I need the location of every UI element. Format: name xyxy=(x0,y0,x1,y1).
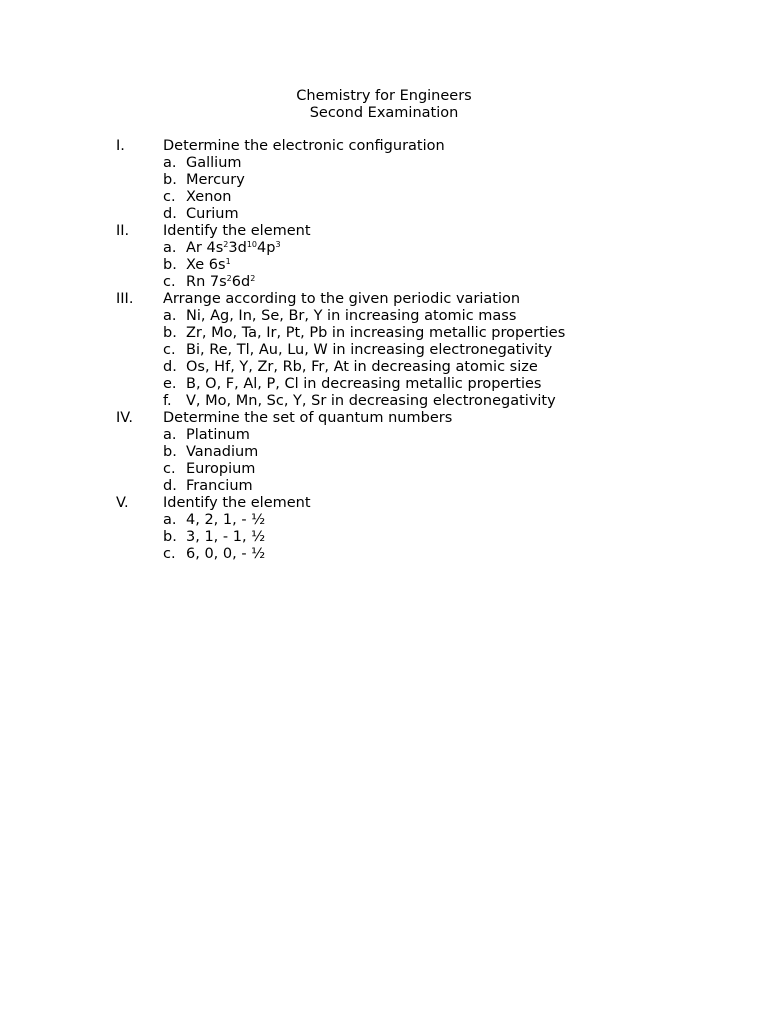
item-letter: b. xyxy=(163,444,177,460)
item-text xyxy=(186,308,516,325)
superscript: 10 xyxy=(246,240,257,249)
list-item xyxy=(0,461,768,478)
list-item xyxy=(0,342,768,359)
item-letter: b. xyxy=(163,257,177,273)
item-text xyxy=(186,257,231,274)
item-text-part: Europium xyxy=(186,461,256,477)
item-text xyxy=(186,172,245,189)
section-instruction: Identify the element xyxy=(163,495,311,511)
item-text xyxy=(186,274,255,291)
item-text xyxy=(186,546,265,563)
superscript: 2 xyxy=(226,274,232,283)
list-item xyxy=(0,206,768,223)
item-text-part: 4p xyxy=(257,240,276,256)
item-letter: c. xyxy=(163,461,176,477)
item-text xyxy=(186,376,541,393)
item-letter: c. xyxy=(163,274,176,290)
section-heading xyxy=(0,291,768,308)
item-text xyxy=(186,206,239,223)
section-numeral: III. xyxy=(116,291,134,307)
section-numeral: V. xyxy=(116,495,129,511)
section-heading xyxy=(0,495,768,512)
item-text xyxy=(186,189,231,206)
superscript: 2 xyxy=(250,274,256,283)
item-letter: d. xyxy=(163,478,177,494)
section-heading xyxy=(0,138,768,155)
section-instruction: Arrange according to the given periodic variation xyxy=(163,291,521,307)
item-text-part: Bi, Re, Tl, Au, Lu, W in increasing electronegativity xyxy=(186,342,553,358)
document-subtitle: Second Examination xyxy=(309,105,459,121)
item-letter: f. xyxy=(163,393,172,409)
superscript: 2 xyxy=(223,240,229,249)
item-text-part: Platinum xyxy=(186,427,250,443)
item-text-part: Xenon xyxy=(186,189,232,205)
item-text xyxy=(186,359,538,376)
item-letter: b. xyxy=(163,172,177,188)
list-item xyxy=(0,274,768,291)
item-letter: b. xyxy=(163,529,177,545)
item-text-part: Francium xyxy=(186,478,253,494)
item-letter: a. xyxy=(163,512,177,528)
list-item xyxy=(0,359,768,376)
item-text xyxy=(186,427,250,444)
list-item xyxy=(0,478,768,495)
item-text-part: Vanadium xyxy=(186,444,259,460)
item-text xyxy=(186,342,552,359)
item-text-part: 3d xyxy=(228,240,247,256)
list-item xyxy=(0,529,768,546)
superscript: 1 xyxy=(225,257,231,266)
item-letter: a. xyxy=(163,155,177,171)
list-item xyxy=(0,189,768,206)
item-letter: c. xyxy=(163,342,176,358)
section-numeral: II. xyxy=(116,223,130,239)
item-text-part: Xe 6s xyxy=(186,257,226,273)
item-text-part: 6d xyxy=(231,274,251,290)
list-item xyxy=(0,257,768,274)
list-item xyxy=(0,376,768,393)
item-text-part: Os, Hf, Y, Zr, Rb, Fr, At in decreasing atomic size xyxy=(186,359,538,375)
list-item xyxy=(0,308,768,325)
document-title: Chemistry for Engineers xyxy=(296,88,472,104)
question-list xyxy=(0,138,768,563)
item-letter: a. xyxy=(163,308,177,324)
item-letter: c. xyxy=(163,189,176,205)
item-letter: a. xyxy=(163,427,177,443)
item-text-part: Curium xyxy=(186,206,239,222)
section-heading xyxy=(0,223,768,240)
item-text-part: Zr, Mo, Ta, Ir, Pt, Pb in increasing metallic properties xyxy=(186,325,566,341)
item-text-part: 6, 0, 0, - ½ xyxy=(186,546,266,562)
list-item xyxy=(0,172,768,189)
item-text-part: Rn 7s xyxy=(186,274,227,290)
item-text-part: Ar 4s xyxy=(186,240,224,256)
item-text-part: Mercury xyxy=(186,172,245,188)
item-text-part: Gallium xyxy=(186,155,242,171)
item-text xyxy=(186,155,242,172)
section-instruction: Determine the electronic configuration xyxy=(163,138,445,154)
list-item xyxy=(0,240,768,257)
list-item xyxy=(0,444,768,461)
list-item xyxy=(0,155,768,172)
item-text xyxy=(186,240,281,257)
item-text xyxy=(186,461,255,478)
item-text xyxy=(186,512,265,529)
superscript: 3 xyxy=(275,240,281,249)
list-item xyxy=(0,393,768,410)
item-text-part: B, O, F, Al, P, Cl in decreasing metallic properties xyxy=(186,376,542,392)
item-letter: a. xyxy=(163,240,177,256)
item-text xyxy=(186,478,253,495)
item-letter: c. xyxy=(163,546,176,562)
section-heading xyxy=(0,410,768,427)
list-item xyxy=(0,427,768,444)
section-instruction: Determine the set of quantum numbers xyxy=(163,410,453,426)
item-text-part: 4, 2, 1, - ½ xyxy=(186,512,266,528)
item-text-part: V, Mo, Mn, Sc, Y, Sr in decreasing electronegativity xyxy=(186,393,556,409)
item-letter: b. xyxy=(163,325,177,341)
list-item xyxy=(0,546,768,563)
item-text xyxy=(186,325,565,342)
list-item xyxy=(0,512,768,529)
section-numeral: I. xyxy=(116,138,125,154)
item-text xyxy=(186,444,258,461)
list-item xyxy=(0,325,768,342)
item-letter: d. xyxy=(163,206,177,222)
section-instruction: Identify the element xyxy=(163,223,311,239)
item-text xyxy=(186,393,556,410)
section-numeral: IV. xyxy=(116,410,133,426)
item-letter: d. xyxy=(163,359,177,375)
item-text-part: 3, 1, - 1, ½ xyxy=(186,529,266,545)
item-letter: e. xyxy=(163,376,177,392)
item-text xyxy=(186,529,265,546)
item-text-part: Ni, Ag, In, Se, Br, Y in increasing atomic mass xyxy=(186,308,517,324)
